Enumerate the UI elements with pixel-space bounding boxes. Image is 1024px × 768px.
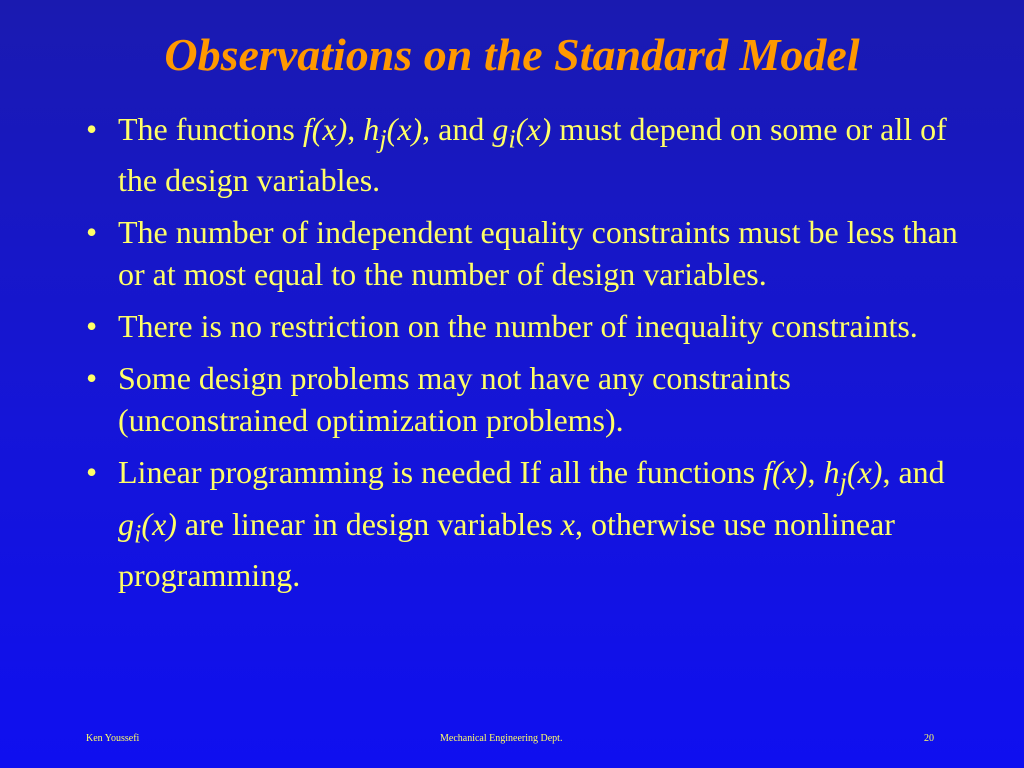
math-subscript-j: j xyxy=(379,123,387,154)
bullet-text: , and xyxy=(882,454,945,491)
math-arg: (x) xyxy=(311,111,348,147)
bullet-text: , otherwise use nonlinear programming. xyxy=(118,505,895,594)
bullet-item-equality-constraints xyxy=(78,211,958,295)
math-arg: (x) xyxy=(141,505,177,542)
bullet-text: , xyxy=(807,454,824,491)
bullet-text: must depend on some or all of the design variables. xyxy=(118,111,947,199)
bullet-text: The functions xyxy=(118,111,303,147)
math-arg: (x) xyxy=(386,111,423,147)
bullet-item-unconstrained xyxy=(78,357,958,441)
footer-page-number: 20 xyxy=(924,733,934,744)
bullet-item-inequality-constraints xyxy=(78,305,958,347)
bullet-dot: • xyxy=(86,360,98,397)
bullet-text: Some design problems may not have any constraints (unconstrained optimization problems). xyxy=(118,360,791,439)
bullet-dot: • xyxy=(86,308,98,345)
math-subscript-i: i xyxy=(134,518,142,549)
math-subscript-j: j xyxy=(839,466,847,497)
bullet-text: Linear programming is needed If all the functions xyxy=(118,454,764,491)
bullet-item-functions xyxy=(78,108,958,201)
math-g: g xyxy=(118,505,134,542)
bullet-dot: • xyxy=(86,454,98,491)
bullet-text: The number of independent equality constraints must be less than or at most equal to the number of design variables. xyxy=(118,214,958,293)
math-f: f xyxy=(302,111,312,147)
bullet-text: , and xyxy=(422,111,493,147)
footer-department: Mechanical Engineering Dept. xyxy=(440,733,563,744)
bullet-text: , xyxy=(347,111,364,147)
slide-title: Observations on the Standard Model xyxy=(164,29,860,80)
math-h: h xyxy=(363,111,380,147)
bullet-item-linear-programming xyxy=(78,451,958,596)
math-h: h xyxy=(823,454,840,491)
bullet-text: are linear in design variables xyxy=(176,505,561,542)
bullet-dot: • xyxy=(86,214,98,251)
math-arg: (x) xyxy=(515,111,552,147)
math-subscript-i: i xyxy=(508,123,516,154)
math-arg: (x) xyxy=(772,454,808,491)
bullet-dot: • xyxy=(86,111,98,147)
bullet-list xyxy=(78,108,958,606)
math-f: f xyxy=(763,454,773,491)
math-arg: (x) xyxy=(846,454,883,491)
bullet-text: There is no restriction on the number of inequality constraints. xyxy=(118,308,918,345)
math-g: g xyxy=(492,111,509,147)
footer-author: Ken Youssefi xyxy=(86,733,140,744)
math-x: x xyxy=(560,505,575,542)
